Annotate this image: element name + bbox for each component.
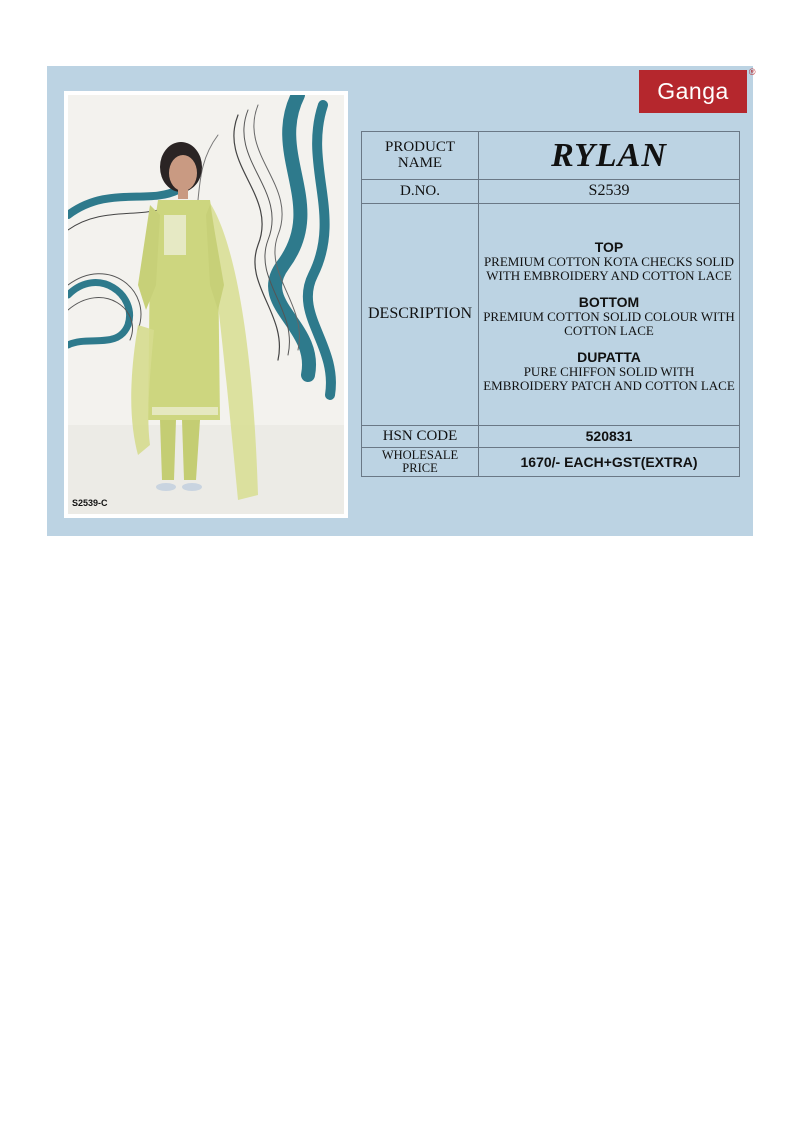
brand-logo — [639, 67, 756, 113]
bottom-text: PREMIUM COTTON SOLID COLOUR WITH COTTON LACE — [483, 308, 735, 338]
product-name: RYLAN — [479, 132, 740, 180]
row-description — [362, 204, 740, 426]
price-value: 1670/- EACH+GST(EXTRA) — [479, 448, 740, 477]
brand-logo-text: Ganga — [657, 78, 729, 104]
row-dno — [362, 180, 740, 204]
model-illustration — [68, 95, 344, 514]
registered-mark: ® — [748, 67, 756, 77]
row-price — [362, 448, 740, 477]
dno-value: S2539 — [479, 180, 740, 204]
dno-label: D.NO. — [362, 180, 479, 204]
top-text: PREMIUM COTTON KOTA CHECKS SOLID WITH EMBROIDERY AND COTTON LACE — [483, 254, 735, 284]
bottom-heading: BOTTOM — [578, 294, 640, 311]
row-product-name — [362, 132, 740, 180]
product-name-label: PRODUCT NAME — [362, 132, 479, 180]
product-spec-table — [361, 131, 740, 477]
dupatta-text: PURE CHIFFON SOLID WITH EMBROIDERY PATCH AND COTTON LACE — [483, 363, 735, 393]
price-label: WHOLESALE PRICE — [362, 448, 479, 477]
top-heading: TOP — [594, 239, 624, 256]
hsn-value: 520831 — [479, 426, 740, 448]
description-cell — [479, 204, 740, 426]
dupatta-heading: DUPATTA — [577, 348, 641, 365]
hsn-label: HSN CODE — [362, 426, 479, 448]
photo-code: S2539-C — [72, 498, 108, 508]
row-hsn — [362, 426, 740, 448]
product-photo — [68, 95, 344, 514]
description-label: DESCRIPTION — [362, 204, 479, 426]
